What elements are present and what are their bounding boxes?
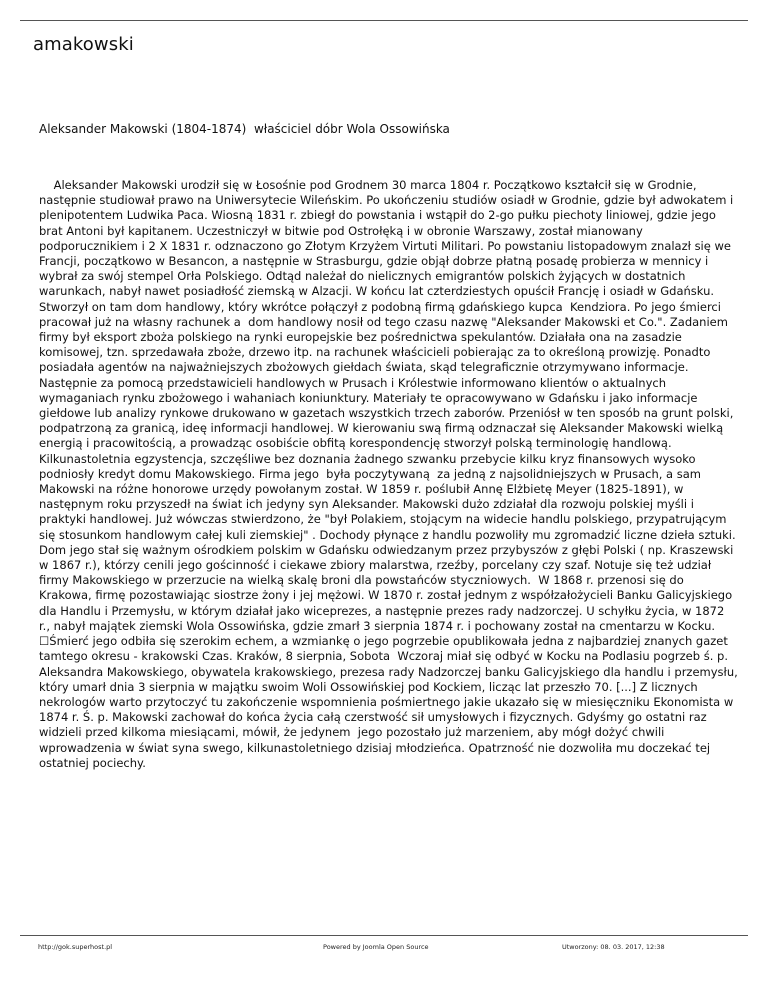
article-body-line: posiadała agentów na najważniejszych zbożowych giełdach świata, skąd telegraficznie otrzymywano informacje.	[39, 360, 689, 375]
article-body-line: się stosunkom handlowym całej kuli ziemskiej" . Dochody płynące z handlu pozwoliły mu zgromadzić liczne dzieła sztuki.	[39, 527, 736, 542]
article-body-line: nekrologów warto przytoczyć tu zakończenie wspomnienia pośmiertnego jakie ukazało się w miesięczniku Ekonomista w	[39, 694, 734, 709]
article-body-line: Kilkunastoletnia egzystencja, szczęśliwe bez doznania żadnego szwanku przebycie kilku kryz finansowych wysoko	[39, 451, 696, 466]
article-body-line: podporucznikiem i 2 X 1831 r. odznaczono go Złotym Krzyżem Virtuti Militari. Po powstaniu listopadowym znalazł się we	[39, 238, 731, 253]
article-body-line: firmy Makowskiego w przerzucie na wielką skalę broni dla powstańców styczniowych. W 1868 r. przenosi się do	[39, 573, 684, 588]
footer-divider	[20, 935, 748, 936]
article-body-line: Francji, początkowo w Besancon, a następnie w Strasburgu, gdzie objął dobrze płatną posadę probierza w mennicy i	[39, 254, 709, 269]
article-body-line: następnym roku przyszedł na świat ich jedyny syn Aleksander. Makowski dużo zdziałał dla rozwoju polskiej myśli i	[39, 497, 694, 512]
article-body-line: podpatrzoną za granicą, ideę informacji handlowej. W kierowaniu swą firmą odznaczał się Aleksander Makowski wielką	[39, 421, 724, 436]
article-body-line: komisowej, tzn. sprzedawała zboże, drzewo itp. na rachunek właścicieli pobierając za to określoną prowizję. Ponadto	[39, 345, 711, 360]
article-body-line: w 1867 r.), którzy cenili jego gościnność i ciekawe zbiory malarstwa, rzeźby, porcelany czy szaf. Notuje się też udział	[39, 558, 712, 573]
article-body-line: r., nabył majątek ziemski Wola Ossowińska, gdzie zmarł 3 sierpnia 1874 r. i pochowany został na cmentarzu w Kocku.	[39, 618, 716, 633]
article-body-line: Następnie za pomocą przedstawicieli handlowych w Prusach i Królestwie informowano klientów o aktualnych	[39, 375, 666, 390]
article-heading: Aleksander Makowski (1804-1874) właściciel dóbr Wola Ossowińska	[39, 122, 450, 136]
article-body-line: który umarł dnia 3 sierpnia w majątku swoim Woli Ossowińskiej pod Kockiem, licząc lat przeszło 70. [...] Z licznych	[39, 679, 698, 694]
article-body-line: praktyki handlowej. Już wówczas stwierdzono, że "był Polakiem, stojącym na widecie handlu polskiego, przypatrującym	[39, 512, 727, 527]
article-body-line: Aleksandra Makowskiego, obywatela krakowskiego, prezesa rady Nadzorczej banku Galicyjskiego dla handlu i przemysłu,	[39, 664, 738, 679]
article-body	[39, 178, 738, 771]
footer-powered-by: Powered by Joomla Open Source	[323, 943, 429, 951]
article-body-line: tamtego okresu - krakowski Czas. Kraków, 8 sierpnia, Sobota Wczoraj miał się odbyć w Kocku na Podlasiu pogrzeb ś. p.	[39, 649, 728, 664]
article-body-line: firmy był eksport zboża polskiego na rynki europejskie bez pośrednictwa spekulantów. Działała ona na zasadzie	[39, 330, 682, 345]
site-title[interactable]: amakowski	[33, 34, 134, 55]
article-body-line: Makowski na różne honorowe urzędy powołanym został. W 1859 r. poślubił Annę Elżbietę Meyer (1825-1891), w	[39, 482, 684, 497]
article-body-line: Dom jego stał się ważnym ośrodkiem polskim w Gdańsku odwiedzanym przez przybyszów z głębi Polski ( np. Kraszewski	[39, 542, 734, 557]
article-body-line: Aleksander Makowski urodził się w Łosośnie pod Grodnem 30 marca 1804 r. Początkowo kształcił się w Grodnie,	[39, 178, 697, 192]
article-body-line: następnie studiował prawo na Uniwersytecie Wileńskim. Po ukończeniu studiów osiadł w Grodnie, gdzie był adwokatem i	[39, 193, 734, 208]
article-body-line: energią i pracowitością, a prowadząc osobiście obfitą korespondencję stworzył polską terminologię handlową.	[39, 436, 672, 451]
top-divider	[20, 20, 748, 21]
article-body-line: wprowadzenia w świat syna swego, kilkunastoletniego dzisiaj młodzieńca. Opatrzność nie dozwoliła mu doczekać tej	[39, 740, 711, 755]
article-body-line: wymaganiach rynku zbożowego i wahaniach koniunktury. Materiały te opracowywano w Gdańsku i jako informacje	[39, 390, 698, 405]
article-body-line: wybrał za swój stempel Orła Polskiego. Odtąd należał do nielicznych emigrantów polskich żyjących w dostatnich	[39, 269, 686, 284]
footer-created-date: Utworzony: 08. 03. 2017, 12:38	[562, 943, 665, 951]
article-body-line: Krakowa, firmę pozostawiając siostrze żony i jej mężowi. W 1870 r. został jednym z współzałożycieli Banku Galicyjskiego	[39, 588, 733, 603]
article-body-line: plenipotentem Ludwika Paca. Wiosną 1831 r. zbiegł do powstania i wstąpił do 2-go pułku piechoty liniowej, gdzie jego	[39, 208, 716, 223]
article-body-line: 1874 r. Ś. p. Makowski zachował do końca życia całą czerstwość sił umysłowych i fizycznych. Gdyśmy go ostatni raz	[39, 710, 707, 725]
article-body-line: dla Handlu i Przemysłu, w którym działał jako wiceprezes, a następnie prezes rady nadzorczej. U schyłku życia, w 1872	[39, 603, 725, 618]
article-body-line: brat Antoni był kapitanem. Uczestniczył w bitwie pod Ostrołęką i w obronie Warszawy, został mianowany	[39, 223, 643, 238]
article-body-line: ostatniej pociechy.	[39, 755, 146, 770]
article-body-line: podniosły kredyt domu Makowskiego. Firma jego była poczytywaną za jedną z najsolidniejszych w Prusach, a sam	[39, 466, 701, 481]
article-body-line: warunkach, nabył nawet posiadłość ziemską w Alzacji. W końcu lat czterdziestych opuścił Francję i osiadł w Gdańsku.	[39, 284, 715, 299]
article-body-line: widzieli przed kilkoma miesiącami, mówił, że jedynem jego pozostało już marzeniem, aby mógł dożyć chwili	[39, 725, 665, 740]
article-body-line: pracował już na własny rachunek a dom handlowy nosił od tego czasu nazwę "Aleksander Makowski et Co.". Zadaniem	[39, 314, 728, 329]
article-body-line: Stworzył on tam dom handlowy, który wkrótce połączył z podobną firmą gdańskiego kupca Kendziora. Po jego śmierci	[39, 299, 721, 314]
article-body-line: giełdowe lub analizy rynkowe drukowano w gazetach wszystkich trzech zaborów. Przeniósł w ten sposób na grunt polski,	[39, 406, 734, 421]
article-body-line: ☐Śmierć jego odbiła się szerokim echem, a wzmiankę o jego pogrzebie opublikowała jedna z najbardziej znanych gazet	[39, 634, 728, 649]
footer-site-url[interactable]: http://gok.superhost.pl	[38, 943, 113, 951]
